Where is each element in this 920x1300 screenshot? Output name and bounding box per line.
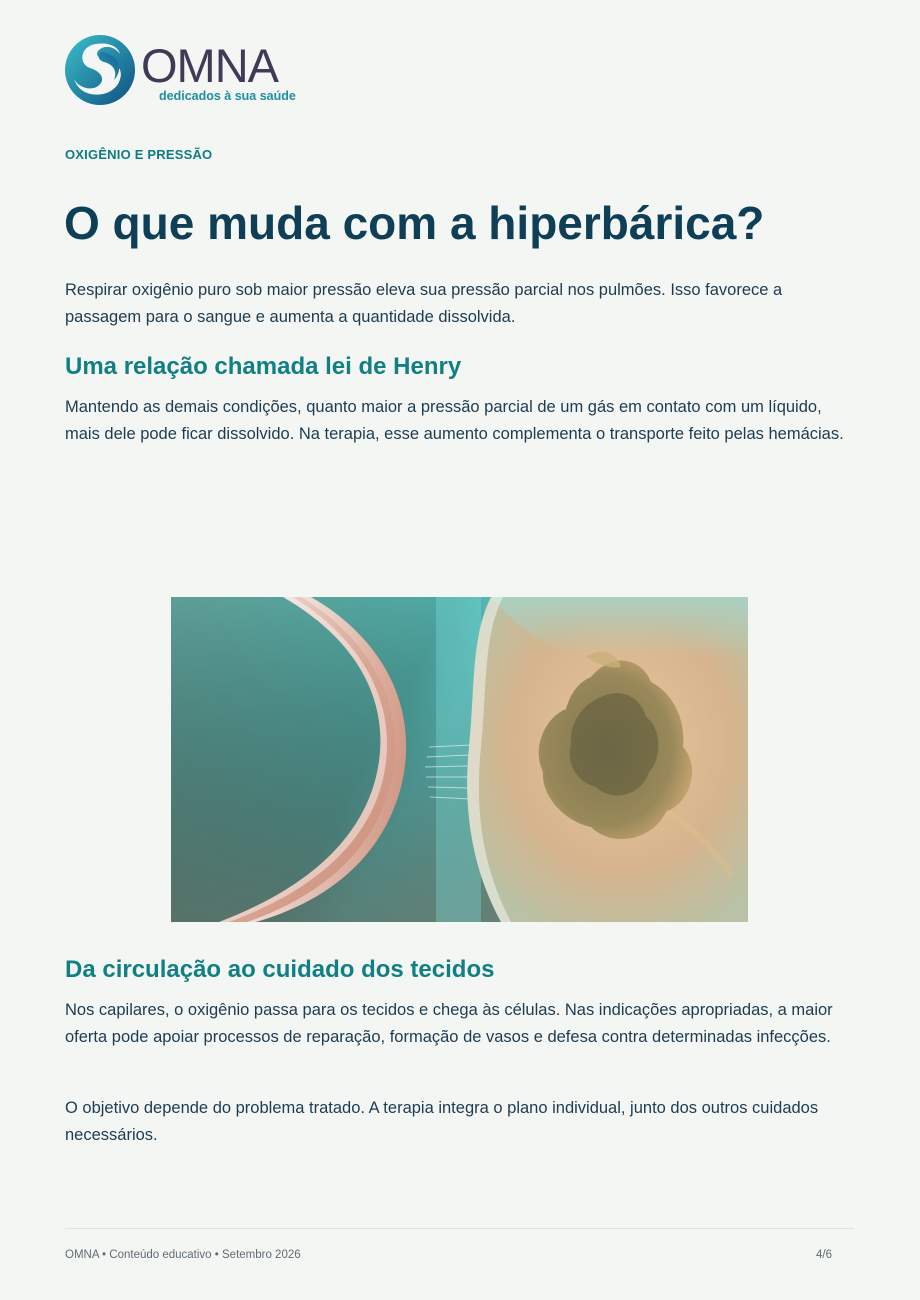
section-heading-circulation: Da circulação ao cuidado dos tecidos xyxy=(65,956,495,983)
page-title: O que muda com a hiperbárica? xyxy=(64,197,765,249)
intro-paragraph: Respirar oxigênio puro sob maior pressão eleva sua pressão parcial nos pulmões. Isso favorece a passagem para o sangue e aumenta a quantidade dissolvida. xyxy=(65,281,783,326)
brand-logo xyxy=(62,34,322,110)
section-paragraph-henry: Mantendo as demais condições, quanto maior a pressão parcial de um gás em contato com um líquido, mais dele pode ficar dissolvido. Na terapia, esse aumento complementa o transporte feito pelas hemácias. xyxy=(65,398,844,443)
capillary-cell-illustration xyxy=(171,597,748,922)
section-paragraph-circulation-1: Nos capilares, o oxigênio passa para os tecidos e chega às células. Nas indicações apropriadas, a maior oferta pode apoiar processos de reparação, formação de vasos e defesa contra determinadas infecções. xyxy=(65,1001,833,1046)
section-paragraph-circulation-2: O objetivo depende do problema tratado. A terapia integra o plano individual, junto dos outros cuidados necessários. xyxy=(65,1099,819,1144)
section-heading-henry: Uma relação chamada lei de Henry xyxy=(65,353,462,380)
page-number: 4/6 xyxy=(816,1249,832,1261)
omna-swirl-icon xyxy=(62,34,138,106)
footer-info: OMNA • Conteúdo educativo • Setembro 2026 xyxy=(65,1249,301,1261)
brand-name: OMNA xyxy=(141,39,278,92)
illustration-graphic xyxy=(171,597,748,922)
footer-divider xyxy=(65,1228,854,1229)
section-kicker: OXIGÊNIO E PRESSÃO xyxy=(65,147,213,162)
brand-tagline: dedicados à sua saúde xyxy=(159,89,296,103)
